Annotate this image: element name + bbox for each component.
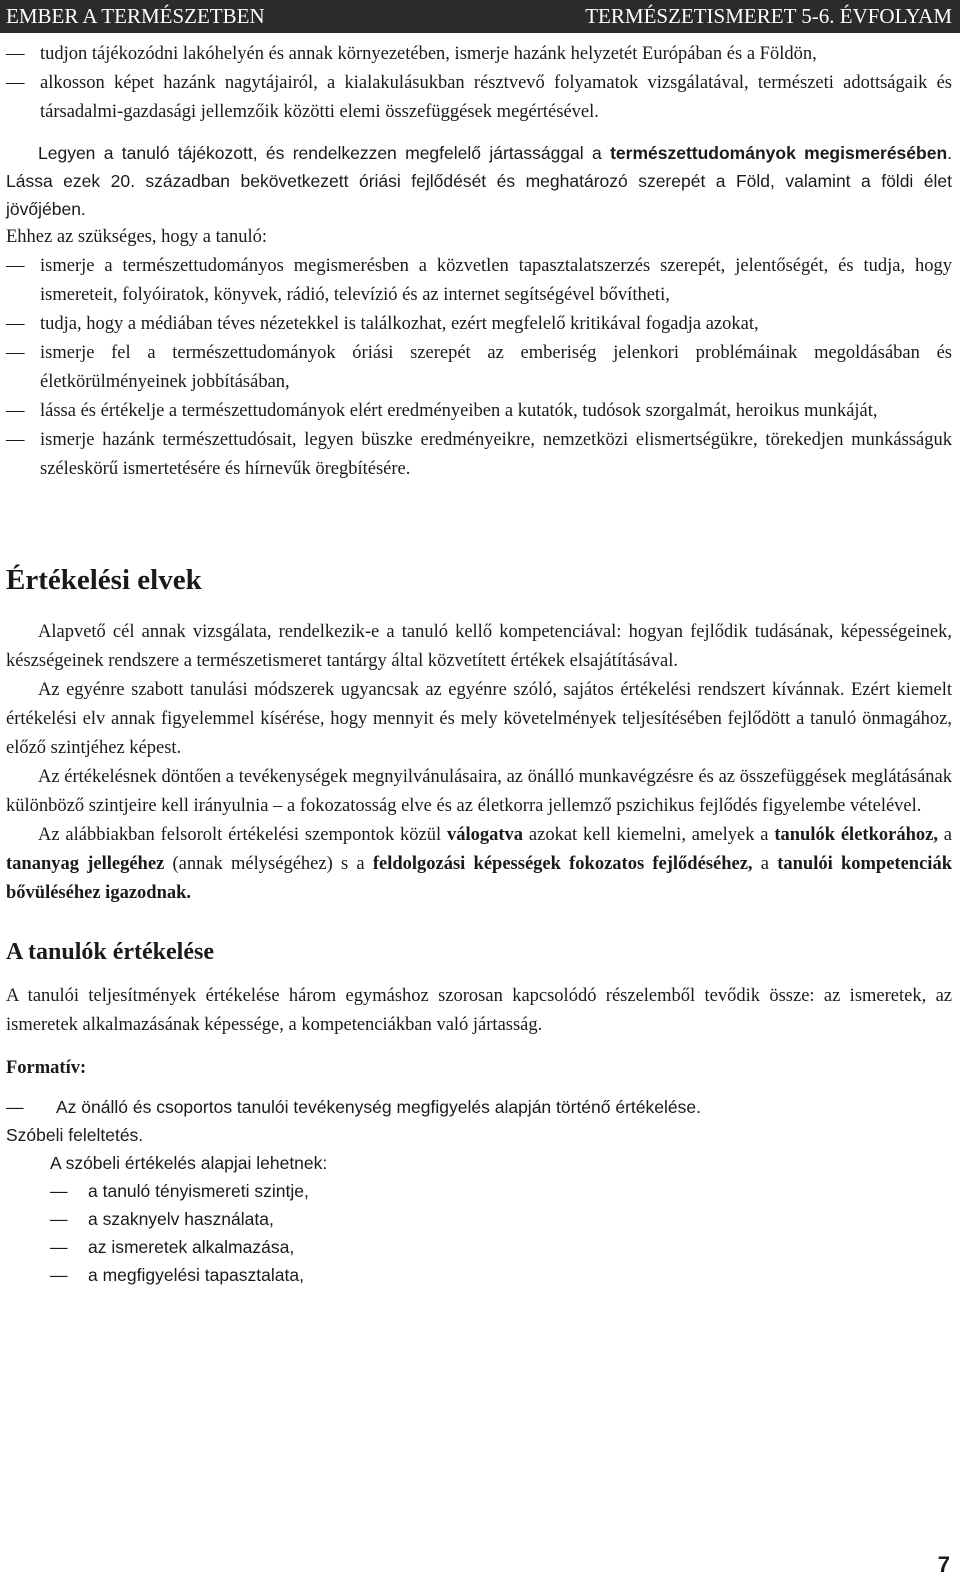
goal-list-2 (6, 252, 952, 484)
text: a (937, 825, 953, 845)
bold-text: tananyag jellegéhez (6, 854, 165, 874)
goal-list-1 (6, 40, 952, 127)
formativ-label: Formatív: (6, 1058, 87, 1078)
list-item: — a tanuló tényismereti szintje, (6, 1177, 952, 1205)
bold-text: válogatva (447, 825, 524, 845)
list-item: — a szaknyelv használata, (6, 1205, 952, 1233)
text: azokat kell kiemelni, amelyek a (523, 825, 775, 845)
list-item: — az ismeretek alkalmazása, (6, 1233, 952, 1261)
running-header (0, 0, 960, 33)
formativ-block (6, 1093, 952, 1289)
bold-text: tanulók életkorához, (774, 825, 938, 845)
list-item: — a megfigyelési tapasztalata, (6, 1261, 952, 1289)
list-item: — ismerje a természettudományos megismerésben a közvetlen tapasztalatszerzés szerepét, jelentőségét, és tudja, hogy ismereteit, folyóiratok, könyvek, rádió, televízió és az internet segítségével bővítheti, (6, 252, 952, 310)
section-heading-tanulok-ertekelese: A tanulók értékelése (6, 939, 214, 965)
list-item: — tudja, hogy a médiában téves nézetekkel is találkozhat, ezért megfelelő kritikával fogadja azokat, (6, 310, 952, 339)
paragraph: Alapvető cél annak vizsgálata, rendelkezik-e a tanuló kellő kompetenciával: hogyan fejlődik tudásának, képességeinek, készségeinek rendszere a természetismeret tantárgy által közvetített értékek elsajátításával. (6, 622, 952, 671)
list-item: — ismerje hazánk természettudósait, legyen büszke eredményeikre, nemzetközi elismertségükre, törekedjen munkásságuk széleskörű ismertetésére és hírnevűk öregbítésére. (6, 426, 952, 484)
szobeli-text: Szóbeli feleltetés. (6, 1125, 144, 1145)
page-content (6, 40, 952, 1289)
list-item: — lássa és értékelje a természettudományok elért eredményeiben a kutatók, tudósok szorgalmát, heroikus munkáját, (6, 397, 952, 426)
intro-paragraph (6, 139, 952, 223)
header-left-title: EMBER A TERMÉSZETBEN (6, 4, 265, 28)
header-right-title: TERMÉSZETISMERET 5-6. ÉVFOLYAM (585, 4, 952, 28)
bold-text: feldolgozási képességek fokozatos fejlődéséhez, (372, 854, 753, 874)
page-number: 7 (937, 1552, 950, 1577)
alapjai-text: A szóbeli értékelés alapjai lehetnek: (50, 1153, 328, 1173)
list-item: — ismerje fel a természettudományok óriási szerepét az emberiség jelenkori problémáinak megoldásában és életkörülményeinek jobbításában, (6, 339, 952, 397)
list-item: — Az önálló és csoportos tanulói tevékenység megfigyelés alapján történő értékelése. (6, 1093, 952, 1121)
intro-text: Legyen a tanuló tájékozott, és rendelkezzen megfelelő jártassággal a (38, 143, 611, 163)
list-item: — alkosson képet hazánk nagytájairól, a kialakulásukban résztvevő folyamatok vizsgálatával, természeti adottságaik és társadalmi-gazdasági jellemzőik közötti elemi összefüggések megértésével. (6, 69, 952, 127)
text: Az alábbiakban felsorolt értékelési szempontok közül (38, 825, 447, 845)
text: (annak mélységéhez) s a (164, 854, 373, 874)
paragraph: A tanulói teljesítmények értékelése három egymáshoz szorosan kapcsolódó részelemből tevődik össze: az ismeretek, az ismeretek alkalmazásának képessége, a kompetenciákban való jártasság. (6, 986, 952, 1035)
text: a (752, 854, 778, 874)
paragraph-criteria (6, 821, 952, 908)
ehhez-paragraph: Ehhez az szükséges, hogy a tanuló: (6, 227, 267, 247)
paragraph: Az egyénre szabott tanulási módszerek ugyancsak az egyénre szóló, sajátos értékelési rendszert kívánnak. Ezért kiemelt értékelési elv annak figyelemmel kísérése, hogy mennyit és mely követelmények teljesítésében fejlődött a tanuló önmagához, előző szintjéhez képest. (6, 680, 952, 758)
intro-text-2: . Lássa ezek 20. században bekövetkezett óriási fejlődését és meghatározó szerepét a Föld, valamint a földi élet jövőjében. (6, 143, 953, 219)
section-heading-ertekelesi-elvek: Értékelési elvek (6, 564, 202, 596)
intro-bold: természettudományok megismerésében (610, 143, 948, 163)
paragraph: Az értékelésnek döntően a tevékenységek megnyilvánulásaira, az önálló munkavégzésre és az összefüggések meglátásának különböző szintjeire kell irányulnia – a fokozatosság elve és az életkorra jellemző pszichikus fejlődés figyelembe vételével. (6, 767, 952, 816)
bold-text: tanulói kompetenciák bővüléséhez igazodnak. (6, 854, 952, 903)
list-item: — tudjon tájékozódni lakóhelyén és annak környezetében, ismerje hazánk helyzetét Európában és a Földön, (6, 40, 952, 69)
